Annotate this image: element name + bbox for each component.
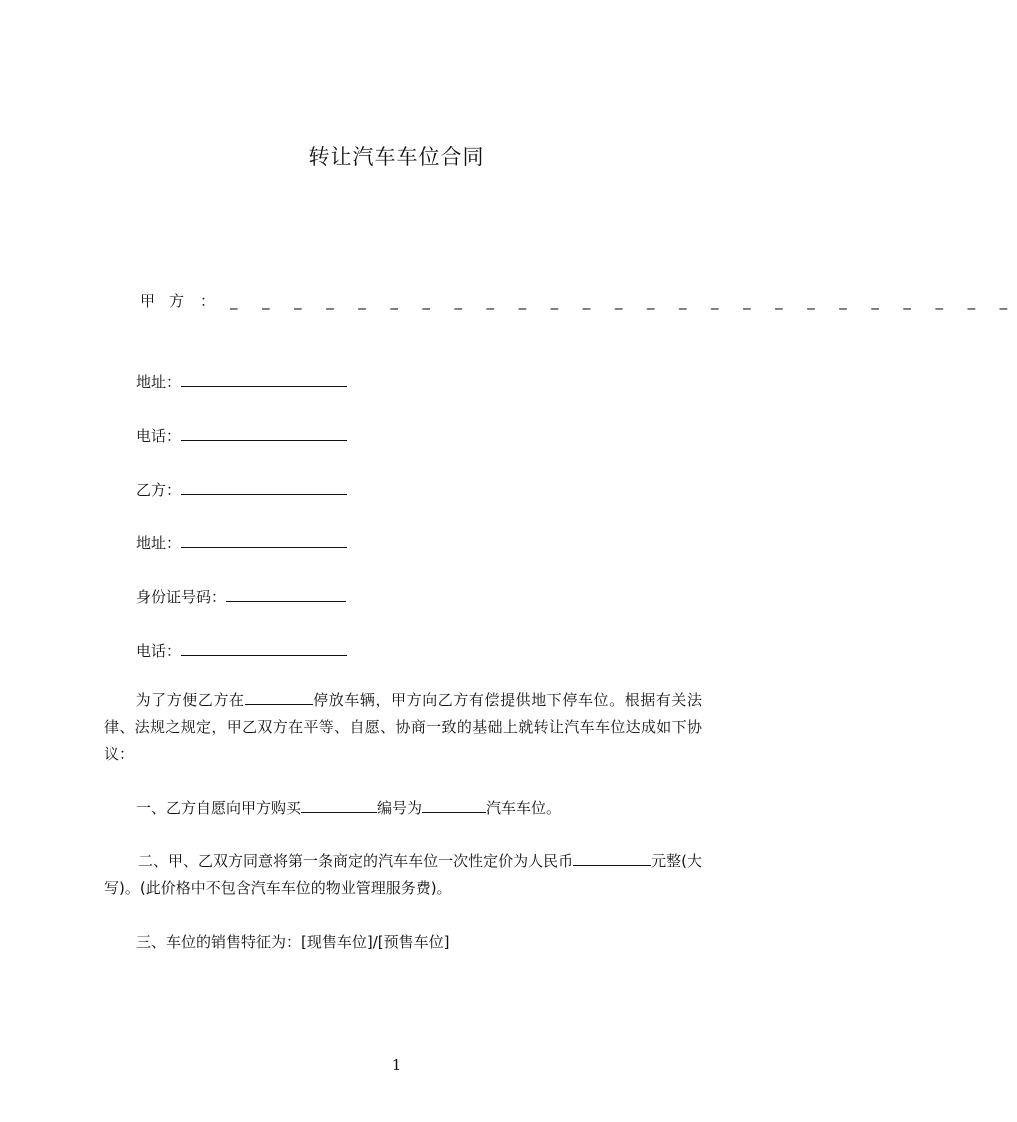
field-label: 身份证号码： [136, 588, 227, 606]
fill-in-blank [301, 797, 377, 813]
field-label: 电话： [136, 642, 182, 660]
clause-1 [136, 797, 561, 818]
document-title: 转让汽车车位合同 [308, 145, 485, 169]
clause-1-text-3: 汽车车位。 [486, 799, 562, 817]
field-address-b [136, 532, 347, 553]
party-a-colon: ： [200, 292, 216, 310]
field-label: 地址： [136, 534, 182, 552]
field-label: 地址： [136, 373, 182, 391]
fill-in-blank [181, 479, 347, 495]
page-number: 1 [391, 1056, 402, 1074]
fill-in-blank [181, 425, 347, 441]
clause-1-text-2: 编号为 [377, 799, 423, 817]
fill-in-blank [245, 689, 313, 705]
fill-in-blank [181, 371, 347, 387]
field-address-a [136, 371, 347, 392]
clause-2-text-2: 元整(大写)。(此价格中不包含汽车车位的物业管理服务费)。 [104, 852, 702, 897]
party-a-label: 甲方 [140, 292, 199, 310]
field-label: 电话： [136, 427, 182, 445]
fill-in-blank [422, 797, 486, 813]
field-label: 乙方： [136, 481, 182, 499]
clause-1-text-1: 一、乙方自愿向甲方购买 [136, 799, 302, 817]
intro-text-2: 停放车辆，甲方向乙方有偿提供地下停车位。根据有关法律、法规之规定，甲乙双方在平等、自愿、协商一致的基础上就转让汽车车位达成如下协议： [104, 691, 702, 763]
field-party-b [136, 479, 347, 500]
intro-paragraph [104, 687, 702, 768]
fill-in-blank [573, 850, 651, 866]
field-phone-a [136, 425, 347, 446]
fill-in-blank [181, 532, 347, 548]
clause-2-text-1: 二、甲、乙双方同意将第一条商定的汽车车位一次性定价为人民币 [138, 852, 574, 870]
clause-3: 三、车位的销售特征为：[现售车位]/[预售车位] [136, 933, 450, 951]
fill-in-blank [181, 640, 347, 656]
field-id-number [136, 586, 346, 607]
intro-text-1: 为了方便乙方在 [135, 691, 245, 709]
party-a-blank: _ _ _ _ _ _ _ _ _ _ _ _ _ _ _ _ _ _ _ _ _ _ _ _ _ [230, 292, 1017, 310]
field-phone-b [136, 640, 347, 661]
clause-2 [104, 848, 702, 902]
fill-in-blank [226, 586, 346, 602]
